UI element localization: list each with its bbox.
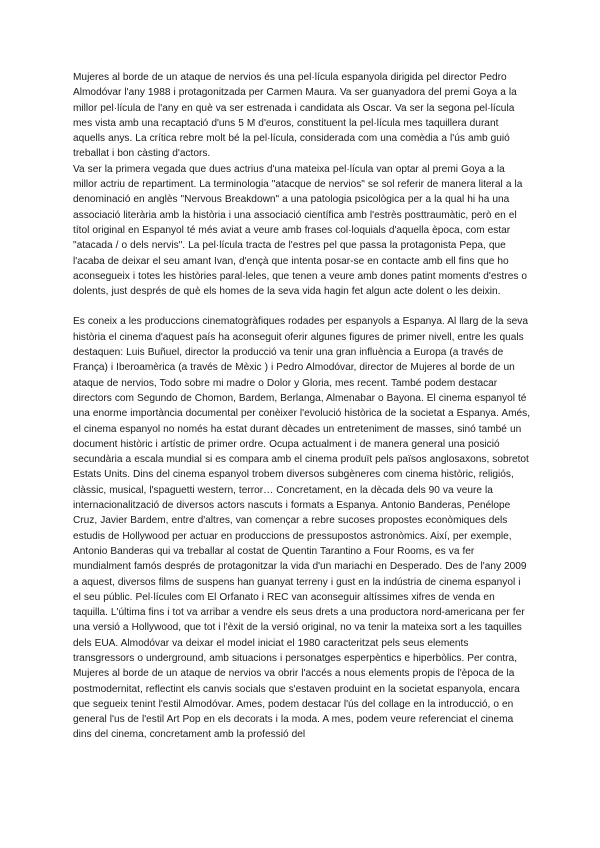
paragraph-spacer	[73, 299, 531, 314]
paragraph-spanish-cinema: Es coneix a les produccions cinematogràfiques rodades per espanyols a Espanya. Al llarg de la seva història el cinema d'aquest país ha aconseguit oferir algunes figures de primer nivell, entre les quals destaquen: Luis Buñuel, director la producció va tenir una gran influència a Europa (a través de França) i Iberoamèrica (a través de Mèxic ) i Pedro Almodóvar, director de Mujeres al borde de un ataque de nervios, Todo sobre mi madre o Dolor y Gloria, mes recent. També podem destacar directors com Segundo de Chomon, Bardem, Berlanga, Almenabar o Bayona. El cinema espanyol té una enorme importància documental per conèixer l'evolució històrica de la societat a Espanya. Amés, el cinema espanyol no només ha estat durant dècades un entreteniment de masses, sinó també un document històric i artístic de primer ordre. Ocupa actualment i de manera general una posició secundària a escala mundial si es compara amb el cinema produït pels països anglosaxons, sobretot Estats Units. Dins del cinema espanyol trobem diversos subgèneres com cinema històric, religiós, clàssic, musical, l'spaguetti western, terror… Concretament, en la dècada dels 90 va veure la internacionalització de diversos actors nascuts i formats a Espanya. Antonio Banderas, Penélope Cruz, Javier Bardem, entre d'altres, van començar a rebre sucoses propostes econòmiques dels estudis de Hollywood per actuar en produccions de pressupostos astronòmics. Així, per exemple, Antonio Banderas qui va treballar al costat de Quentin Tarantino a Four Rooms, es va fer mundialment famós després de protagonitzar la vida d'un mariachi en Desperado. Des de l'any 2009 a aquest, diversos films de suspens han guanyat terreny i gust en la indústria de cinema espanyol i el seu públic. Pel·lícules com El Orfanato i REC van aconseguir altíssimes xifres de venda en taquilla. L'última fins i tot va arribar a vendre els seus drets a una productora nord-americana per fer una versió a Hollywood, que tot i l'èxit de la versió original, no va tenir la mateixa sort a les taquilles dels EUA. Almodóvar va deixar el model iniciat el 1980 caracteritzat pels seus elements transgressors o underground, amb situacions i personatges esperpèntics e hiperbòlics. Per contra, Mujeres al borde de un ataque de nervios va obrir l'accés a nous elements propis de l'època de la postmodernitat, reflectint els canvis socials que s'estaven produint en la societat espanyola, encara que segueix tenint l'estil Almodóvar. Ames, podem destacar l'ús del collage en la introducció, o en general l'us de l'estil Art Pop en els decorats i la moda. A mes, podem veure referenciat el cinema dins del cinema, concretament amb la professió del	[73, 316, 531, 741]
document-body	[73, 70, 531, 743]
paragraph-film-details: Va ser la primera vegada que dues actrius d'una mateixa pel·lícula van optar al premi Goya a la millor actriu de repartiment. La terminologia "atacque de nervios" se sol referir de manera literal a la denominació en anglès "Nervous Breakdown" a una patologia psicològica per a la qual hi ha una associació literària amb la història i una associació científica amb l'estrès posttraumàtic, però en el títol original en Espanyol té més aviat a veure amb frases col·loquials d'aquella època, com estar "atacada / o dels nervis". La pel·lícula tracta de l'estres pel que passa la protagonista Pepa, que l'acaba de deixar el seu amant Ivan, d'ençà que intenta posar-se en contacte amb ell fins que ho aconsegueix i totes les històries paral·leles, que tenen a veure amb dones patint moments d'estres o dolents, just després de què els homes de la seva vida hagin fet algun acte dolent o les deixin.	[73, 163, 528, 298]
paragraph-film-summary: Mujeres al borde de un ataque de nervios és una pel·lícula espanyola dirigida pel director Pedro Almodóvar l'any 1988 i protagonitzada per Carmen Maura. Va ser guanyadora del premi Goya a la millor pel·lícula de l'any en què va ser estrenada i candidata als Oscar. Va ser la segona pel·lícula mes vista amb una recaptació d'uns 5 M d'euros, constituent la pel·lícula mes taquillera durant aquells anys. La crítica rebre molt bé la pel·lícula, considerada com una comèdia a l'ús amb guió treballat i bon càsting d'actors.	[73, 72, 517, 160]
